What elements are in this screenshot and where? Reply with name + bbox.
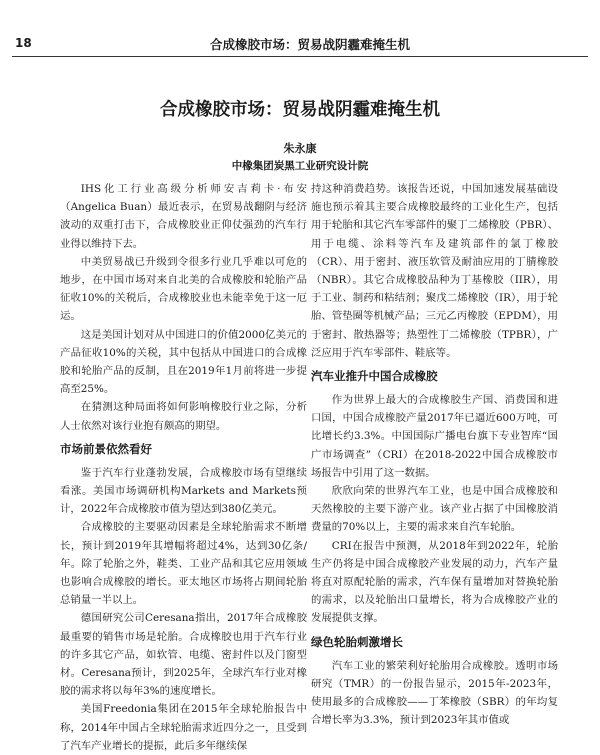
paragraph: 这是美国计划对从中国进口的价值2000亿美元的产品征收10%的关税，其中包括从中国进口的合成橡胶和轮胎产品的反制，且在2019年1月前将进一步提高至25%。 xyxy=(60,328,307,396)
paragraph: 中美贸易战已升级到令很多行业几乎难以可危的地步，在中国市场对来自北美的合成橡胶和轮胎产品征收10%的关税后，合成橡胶业也未能幸免于这一厄运。 xyxy=(60,255,307,323)
page-number: 18 xyxy=(15,36,32,50)
paragraph: 鉴于汽车行业蓬勃发展，合成橡胶市场有望继续看涨。美国市场调研机构Markets and Markets预计，2022年合成橡胶市值为望达到380亿美元。 xyxy=(60,466,307,516)
section-heading: 汽车业推升中国合成橡胶 xyxy=(311,369,438,384)
article-affiliation: 中橡集团炭黑工业研究设计院 xyxy=(231,160,369,172)
paragraph: 欣欣向荣的世界汽车工业，也是中国合成橡胶和天然橡胶的主要下游产业。该产业占据了中国橡胶消费量的70%以上，主要的需求来自汽车轮胎。 xyxy=(311,485,558,534)
section-heading: 绿色轮胎刺激增长 xyxy=(311,634,403,649)
paragraph: 持这种消费趋势。该报告还说，中国加速发展基础设施也预示着其主要合成橡胶最终的工业化生产，包括用于轮胎和其它汽车零部件的聚丁二烯橡胶（PBR）、用于电缆、涂料等汽车及建筑部件的氯丁橡胶（CR）、用于密封、液压软管及耐油应用的丁腈橡胶（NBR）。其它合成橡胶品种为丁基橡胶（IIR），用于工业、制药和粘结剂；聚戊二烯橡胶（IR），用于轮胎、管垫圈等机械产品；三元乙丙橡胶（EPDM），用于密封、散热器等；热塑性丁二烯橡胶（TPBR），广泛应用于汽车零部件、鞋底等。 xyxy=(311,183,558,359)
paragraph: 德国研究公司Ceresana指出，2017年合成橡胶最重要的销售市场是轮胎。合成橡胶也用于汽车行业的许多其它产品，如软管、电缆、密封件以及门窗型材。Ceresana预计，到2025年，全球汽车行业对橡胶的需求将以每年3%的速度增长。 xyxy=(60,612,307,698)
running-head: 合成橡胶市场：贸易战阴霾难掩生机 xyxy=(210,37,411,52)
paragraph: CRI在报告中预测，从2018年到2022年，轮胎生产仍将是中国合成橡胶产业发展的动力，汽车产量将直对原配轮胎的需求，汽车保有量增加对替换轮胎的需求，以及轮胎出口量增长，将为合成橡胶产业的发展提供支撑。 xyxy=(311,539,558,625)
paragraph: 在猜测这种局面将如何影响橡胶行业之际，分析人士依然对该行业抱有颇高的期望。 xyxy=(60,401,307,432)
left-column xyxy=(60,180,307,755)
paragraph: 汽车工业的繁荣利好轮胎用合成橡胶。透明市场研究（TMR）的一份报告显示，2015年-2023年，使用最多的合成橡胶——丁苯橡胶（SBR）的年均复合增长率为3.3%，预计到2023年其市值或 xyxy=(311,659,558,727)
paragraph: IHS化工行业高级分析师安吉莉卡·布安（Angelica Buan）最近表示，在贸易战翻阴与经济波动的双重打击下，合成橡胶业正仰仗强劲的汽车行业得以维持下去。 xyxy=(60,183,307,250)
paragraph: 作为世界上最大的合成橡胶生产国、消费国和进口国，中国合成橡胶产量2017年已逼近600万吨，可比增长约3.3%。中国国际广播电台旗下专业智库“国广市场调查”（CRI）在2018-2022中国合成橡胶市场报告中引用了这一数据。 xyxy=(311,394,558,479)
right-column xyxy=(311,180,558,729)
article-author: 朱永康 xyxy=(283,142,317,155)
paragraph: 合成橡胶的主要驱动因素是全球轮胎需求不断增长，预计到2019年其增幅将超过4%，达到30亿条/年。除了轮胎之外，鞋类、工业产品和其它应用领域也影响合成橡胶的增长。亚太地区市场将占期间轮胎总销量一半以上。 xyxy=(60,521,307,607)
header-rule xyxy=(12,56,588,57)
paragraph: 美国Freedonia集团在2015年全球轮胎报告中称，2014年中国占全球轮胎需求近四分之一，且受到了汽车产业增长的提振，此后多年继续保 xyxy=(60,703,307,752)
section-heading: 市场前景依然看好 xyxy=(60,441,152,456)
article-title: 合成橡胶市场：贸易战阴霾难掩生机 xyxy=(160,100,440,120)
